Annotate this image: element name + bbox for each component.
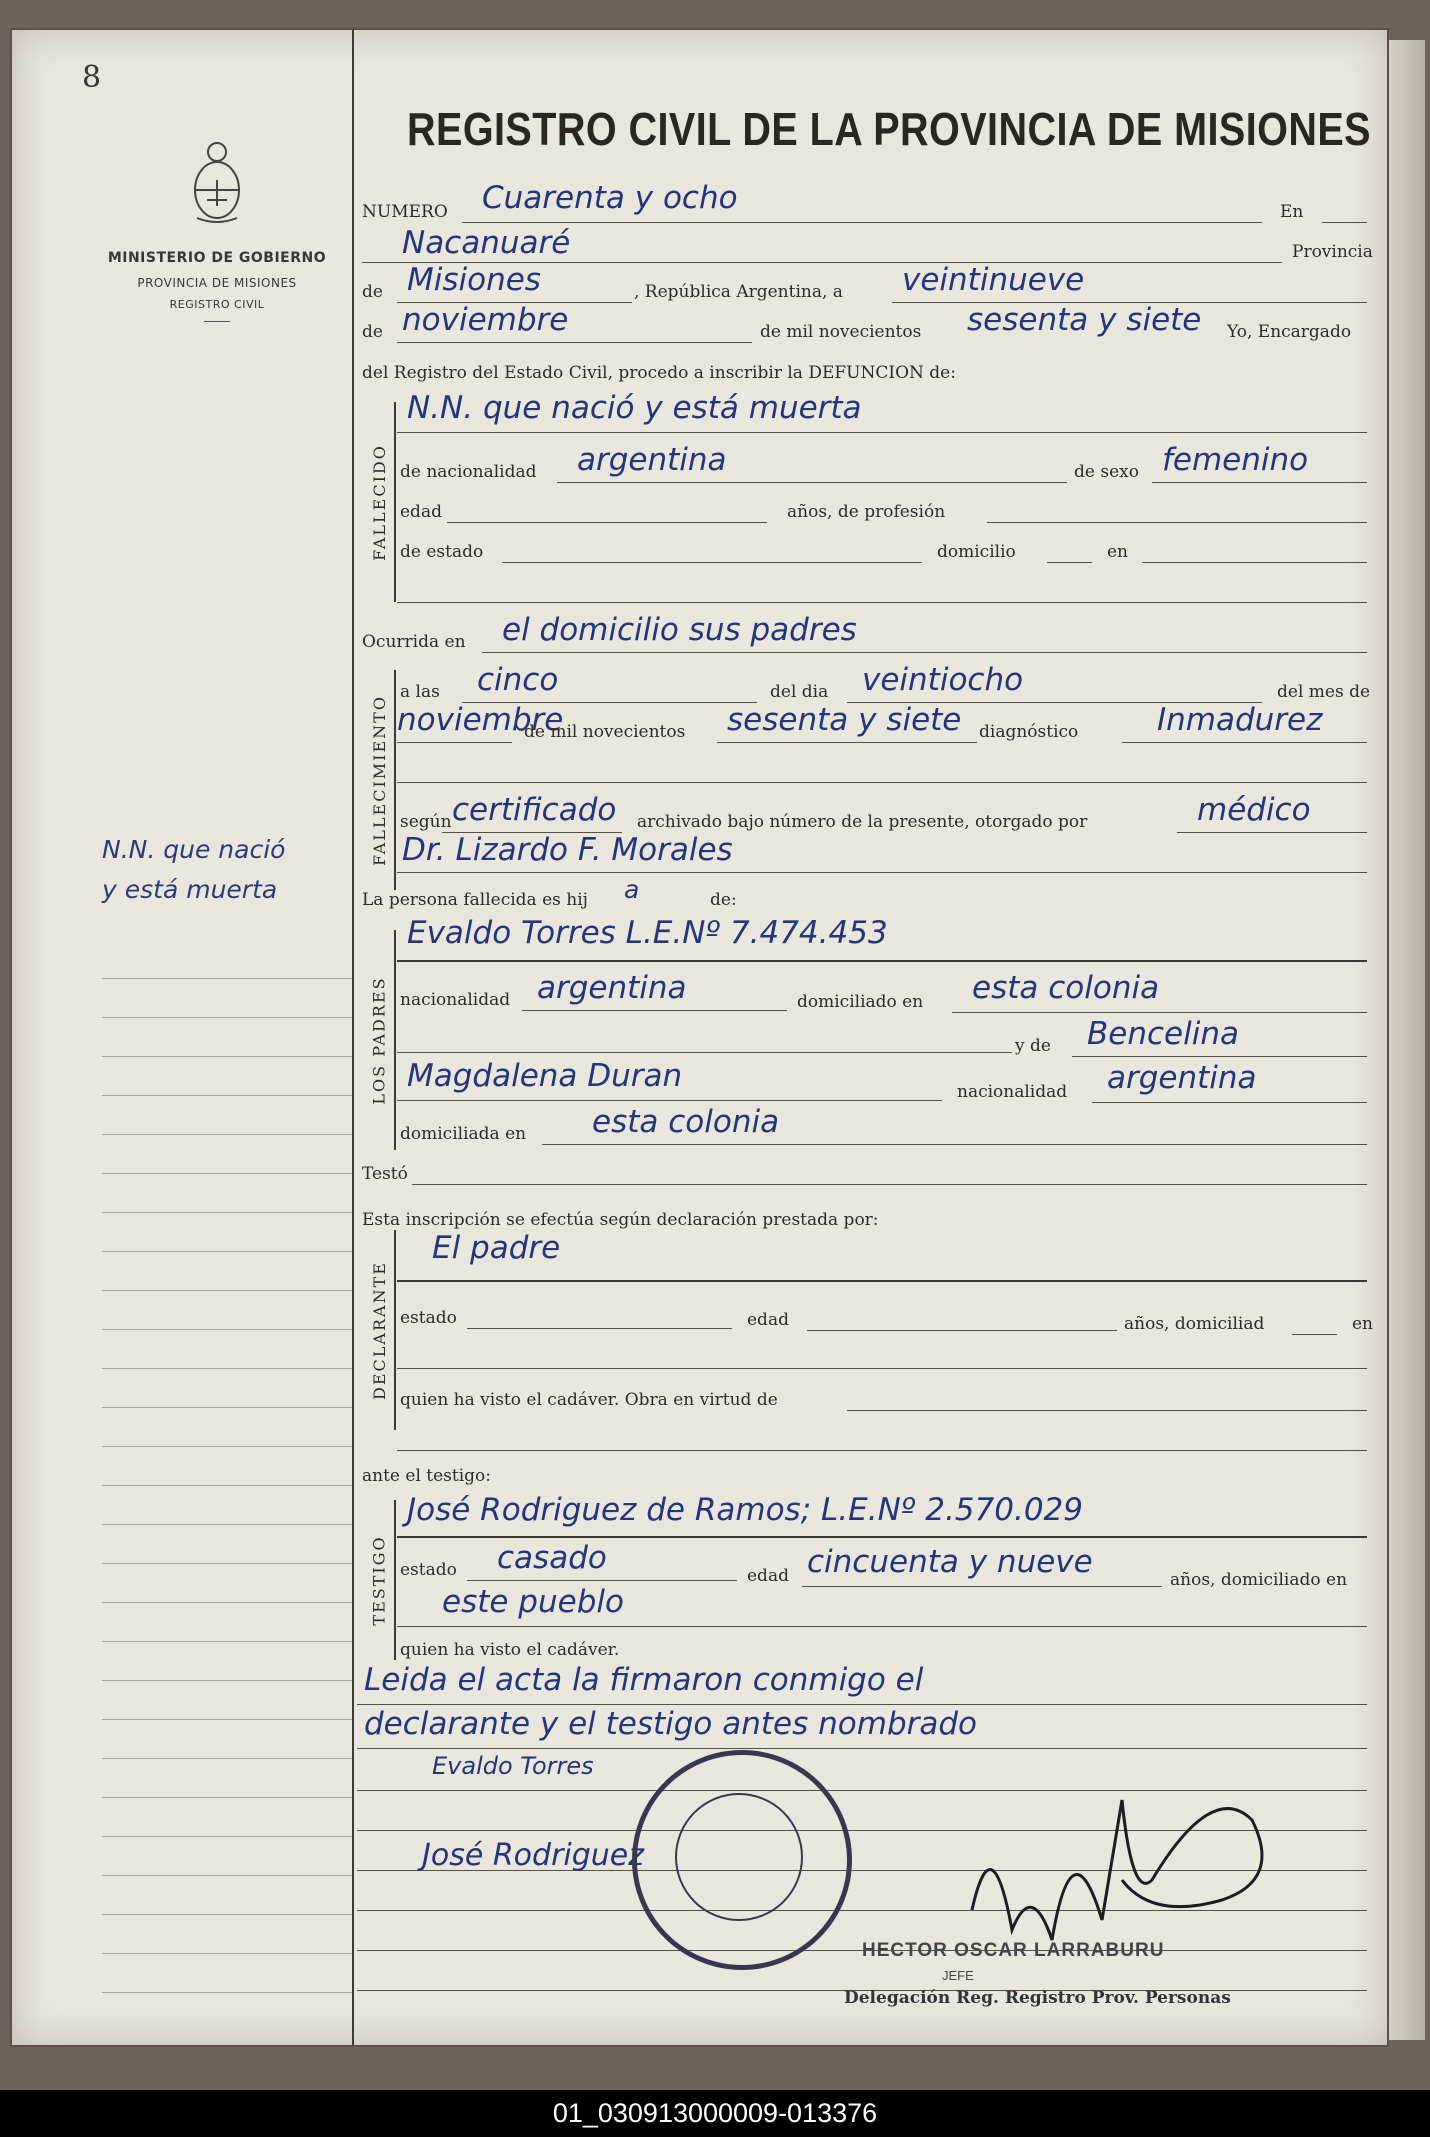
- stub-rule: [102, 1720, 352, 1759]
- section-bar: [394, 1230, 396, 1430]
- localidad-value: Nacanuaré: [402, 225, 571, 261]
- anio2-value: sesenta y siete: [727, 702, 962, 738]
- mil2-label: de mil novecientos: [524, 722, 686, 742]
- stub-rule: [102, 1135, 352, 1174]
- rule: [397, 1368, 1367, 1369]
- numero-value: Cuarenta y ocho: [482, 180, 738, 216]
- stub-rule: [102, 1369, 352, 1408]
- stub-rule: [102, 1876, 352, 1915]
- page-number: 8: [82, 60, 102, 95]
- edad-label: edad: [400, 502, 442, 522]
- stub-ruled-lines: [102, 940, 352, 1993]
- rule: [522, 1010, 787, 1011]
- stub-rule: [102, 1408, 352, 1447]
- stub-rule: [102, 940, 352, 979]
- ministry-name: MINISTERIO DE GOBIERNO: [107, 250, 327, 266]
- rule: [482, 652, 1367, 653]
- anio-value: sesenta y siete: [967, 302, 1202, 338]
- rule: [1322, 222, 1367, 223]
- rule: [397, 742, 512, 743]
- nacionalidad-label: de nacionalidad: [400, 462, 537, 482]
- province-name: PROVINCIA DE MISIONES: [137, 276, 297, 290]
- rule: [397, 1626, 1367, 1627]
- rule: [397, 1450, 1367, 1451]
- official-seal: [632, 1750, 852, 1970]
- decl-anios-label: años, domiciliad: [1124, 1314, 1265, 1334]
- segun-label: según: [400, 812, 452, 832]
- coat-of-arms-icon: [185, 140, 249, 226]
- rule: [397, 1280, 1367, 1282]
- rule: [1092, 1102, 1367, 1103]
- anios-profesion-label: años, de profesión: [787, 502, 946, 522]
- testigo-label: ante el testigo:: [362, 1466, 492, 1486]
- stub-rule: [102, 1837, 352, 1876]
- rule: [717, 742, 977, 743]
- rule: [397, 342, 752, 343]
- stub-rule: [102, 979, 352, 1018]
- rule: [1177, 832, 1367, 833]
- rule: [467, 1580, 737, 1581]
- provincia-label: Provincia: [1292, 242, 1373, 262]
- declarante-value: El padre: [432, 1230, 561, 1266]
- provincia-value: Misiones: [407, 262, 541, 298]
- stub-rule: [102, 1681, 352, 1720]
- diagnostico-value: Inmadurez: [1157, 702, 1323, 738]
- section-padres: LOS PADRES: [369, 975, 389, 1105]
- padre-value: Evaldo Torres L.E.Nº 7.474.453: [407, 915, 888, 951]
- section-fallecimiento: FALLECIMIENTO: [369, 694, 389, 866]
- madre-nac-value: argentina: [1107, 1060, 1257, 1096]
- republica-label: , República Argentina, a: [634, 282, 843, 302]
- registry-page: [10, 28, 1389, 2047]
- archivado-label: archivado bajo número de la presente, otorgado por: [637, 812, 1088, 832]
- stub-rule: [102, 1018, 352, 1057]
- yde-label: y de: [1015, 1036, 1051, 1056]
- stub-rule: [102, 1213, 352, 1252]
- stub-rule: [102, 1603, 352, 1642]
- inscripcion-label: Esta inscripción se efectúa según declaración prestada por:: [362, 1210, 879, 1230]
- test-estado-value: casado: [497, 1540, 607, 1576]
- rule: [557, 482, 1067, 483]
- rule: [847, 1410, 1367, 1411]
- stub-rule: [102, 1096, 352, 1135]
- de2-label: de: [362, 322, 383, 342]
- padre-nac-label: nacionalidad: [400, 990, 511, 1010]
- stub-rule: [102, 1330, 352, 1369]
- closing-line-1: Leida el acta la firmaron conmigo el: [364, 1662, 924, 1698]
- section-bar: [394, 1500, 396, 1660]
- section-testigo: TESTIGO: [369, 1534, 389, 1626]
- de3-label: de:: [710, 890, 737, 910]
- document-title: REGISTRO CIVIL DE LA PROVINCIA DE MISIONES: [407, 103, 1371, 155]
- document-id: 01_030913000009-013376: [0, 2090, 1430, 2137]
- signature-testigo: José Rodriguez: [422, 1838, 644, 1873]
- rule: [1292, 1334, 1337, 1335]
- hora-value: cinco: [477, 662, 559, 698]
- rule: [412, 1184, 1367, 1185]
- delegacion-label: Delegación Reg. Registro Prov. Personas: [844, 1988, 1231, 2008]
- page-edge: [1385, 40, 1425, 2040]
- stub-line-2: y está muerta: [102, 875, 278, 904]
- rule: [447, 522, 767, 523]
- sexo-label: de sexo: [1074, 462, 1139, 482]
- padre-dom-value: esta colonia: [972, 970, 1160, 1006]
- rule: [952, 1012, 1367, 1013]
- stub-rule: [102, 1174, 352, 1213]
- section-declarante: DECLARANTE: [369, 1260, 389, 1400]
- test-anios-label: años, domiciliado en: [1170, 1570, 1348, 1590]
- rule: [397, 1052, 1012, 1053]
- stub-annotation: [102, 830, 362, 910]
- hij-label: La persona fallecida es hij: [362, 890, 588, 910]
- dia-value: veintinueve: [902, 262, 1085, 298]
- rule: [1122, 742, 1367, 743]
- test-edad-value: cincuenta y nueve: [807, 1544, 1093, 1580]
- rule: [462, 222, 1262, 223]
- fallecido-name: N.N. que nació y está muerta: [407, 390, 862, 426]
- rule: [397, 872, 1367, 873]
- domicilio-label: domicilio: [937, 542, 1016, 562]
- stub-rule: [102, 1798, 352, 1837]
- closing-line-2: declarante y el testigo antes nombrado: [364, 1706, 978, 1742]
- stub-rule: [102, 1486, 352, 1525]
- ministry-header: [102, 140, 332, 322]
- stub-rule: [102, 1915, 352, 1954]
- madre-dom-label: domiciliada en: [400, 1124, 527, 1144]
- stub-column: [12, 30, 354, 2045]
- rule: [1142, 562, 1367, 563]
- medico-value: Dr. Lizardo F. Morales: [402, 832, 733, 868]
- test-edad-label: edad: [747, 1566, 789, 1586]
- de-label: de: [362, 282, 383, 302]
- mes2-value: noviembre: [397, 702, 564, 738]
- test-estado-label: estado: [400, 1560, 457, 1580]
- ocurrida-label: Ocurrida en: [362, 632, 466, 652]
- rule: [1047, 562, 1092, 563]
- rule: [807, 1330, 1117, 1331]
- en-label: En: [1280, 202, 1304, 222]
- en2-label: en: [1107, 542, 1129, 562]
- padre-dom-label: domiciliado en: [797, 992, 924, 1012]
- rule: [542, 1144, 1367, 1145]
- stub-rule: [102, 1447, 352, 1486]
- mes-label: del mes de: [1277, 682, 1371, 702]
- jefe-name: HECTOR OSCAR LARRABURU: [862, 1940, 1165, 1961]
- madre-nac-label: nacionalidad: [957, 1082, 1068, 1102]
- section-fallecido: FALLECIDO: [369, 443, 389, 561]
- rule: [1152, 482, 1367, 483]
- segun-value: certificado: [452, 792, 617, 828]
- madre-value1: Bencelina: [1087, 1016, 1239, 1052]
- decl-en-label: en: [1352, 1314, 1374, 1334]
- padre-nac-value: argentina: [537, 970, 687, 1006]
- rule: [502, 562, 922, 563]
- hij-value: a: [624, 875, 640, 904]
- rule: [802, 1586, 1162, 1587]
- signature-declarante: Evaldo Torres: [432, 1752, 594, 1780]
- signature-jefe: [952, 1760, 1292, 1960]
- stub-line-1: N.N. que nació: [102, 835, 286, 864]
- otorgado-value: médico: [1197, 792, 1311, 828]
- sexo-value: femenino: [1162, 442, 1309, 478]
- rule: [397, 1100, 942, 1101]
- stub-rule: [102, 1954, 352, 1993]
- numero-label: NUMERO: [362, 202, 448, 222]
- testigo-value: José Rodriguez de Ramos; L.E.Nº 2.570.029: [407, 1492, 1083, 1528]
- diagnostico-label: diagnóstico: [979, 722, 1079, 742]
- registry-name: REGISTRO CIVIL: [169, 298, 265, 311]
- dia-label: del dia: [770, 682, 829, 702]
- ocurrida-value: el domicilio sus padres: [502, 612, 857, 648]
- mil-label: de mil novecientos: [760, 322, 922, 342]
- test-dom-value: este pueblo: [442, 1584, 624, 1620]
- rule: [397, 602, 1367, 603]
- stub-rule: [102, 1525, 352, 1564]
- stub-rule: [102, 1642, 352, 1681]
- stub-rule: [102, 1057, 352, 1096]
- stub-rule: [102, 1291, 352, 1330]
- decl-visto-label: quien ha visto el cadáver. Obra en virtud de: [400, 1390, 778, 1410]
- mes-value: noviembre: [402, 302, 569, 338]
- decl-estado-label: estado: [400, 1308, 457, 1328]
- registro-label: del Registro del Estado Civil, procedo a inscribir la DEFUNCION de:: [362, 363, 956, 383]
- dia2-value: veintiocho: [862, 662, 1024, 698]
- madre-value2: Magdalena Duran: [407, 1058, 683, 1094]
- stub-rule: [102, 1759, 352, 1798]
- stub-rule: [102, 1252, 352, 1291]
- rule: [357, 1704, 1367, 1705]
- hora-label: a las: [400, 682, 440, 702]
- estado-label: de estado: [400, 542, 484, 562]
- rule: [357, 1748, 1367, 1749]
- section-bar: [394, 402, 396, 602]
- testo-label: Testó: [362, 1164, 408, 1184]
- rule: [987, 522, 1367, 523]
- divider: [204, 321, 230, 322]
- madre-dom-value: esta colonia: [592, 1104, 780, 1140]
- rule: [467, 1328, 732, 1329]
- test-visto-label: quien ha visto el cadáver.: [400, 1640, 620, 1660]
- rule: [397, 1536, 1367, 1538]
- rule: [397, 432, 1367, 433]
- jefe-role: JEFE: [942, 1968, 974, 1983]
- rule: [397, 782, 1367, 783]
- section-bar: [394, 930, 396, 1150]
- decl-edad-label: edad: [747, 1310, 789, 1330]
- nacionalidad-value: argentina: [577, 442, 727, 478]
- section-bar: [394, 670, 396, 890]
- rule: [397, 960, 1367, 962]
- stub-rule: [102, 1564, 352, 1603]
- encargado-label: Yo, Encargado: [1227, 322, 1352, 342]
- rule: [1072, 1056, 1367, 1057]
